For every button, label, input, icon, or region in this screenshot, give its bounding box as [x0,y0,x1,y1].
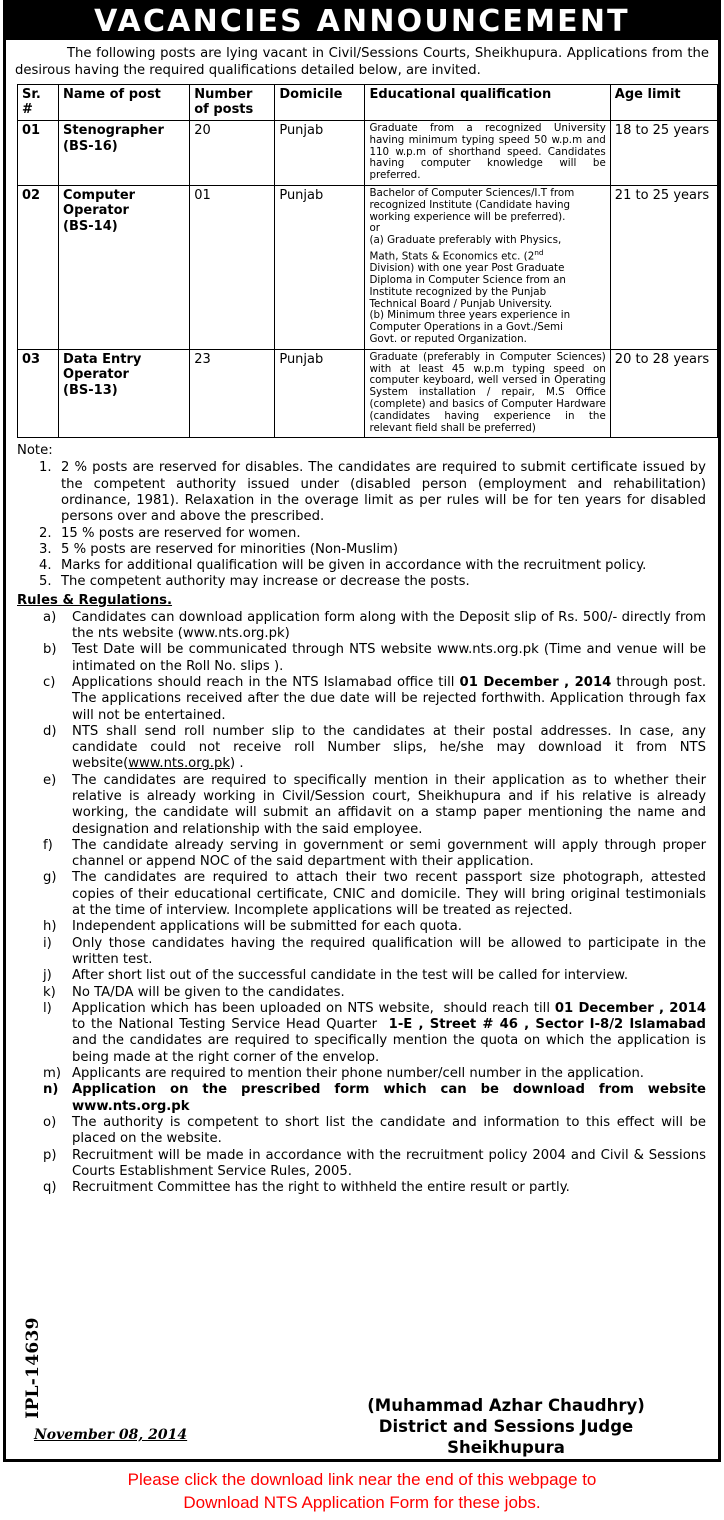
qual-line-with-ordinal: Math, Stats & Economics etc. (2nd [369,247,544,263]
note-marker: 5. [39,574,52,590]
rule-item [17,1115,708,1148]
post-name-line1: Computer [63,187,136,203]
cell-post-name [59,121,190,186]
rule-marker: i) [43,935,52,951]
notes-heading: Note: [17,443,53,459]
rule-item [17,1180,708,1196]
rule-marker: f) [43,837,53,853]
rule-marker: p) [43,1147,57,1163]
rule-item [17,610,708,643]
rule-text: Application which has been uploaded on NTS website, should reach till 01 December , 2014 to the National Testing Service Head Quarter 1-E , Street # 46 , Sector I-8/2 Islamabad and the candidates are required to specifically mention the quota on which the application is being made at the right corner of the envelop. [72,1000,706,1065]
qual-line: or [369,222,380,235]
rule-item [17,1001,708,1066]
cell-age-limit: 21 to 25 years [610,185,717,349]
note-marker: 3. [39,541,52,557]
qual-line: working experience will be preferred). [369,210,566,223]
rule-text: Application on the prescribed form which can be download from website www.nts.org.pk [72,1082,706,1114]
post-name-line1: Stenographer [63,123,164,138]
qual-line: Bachelor of Computer Sciences/I.T from [369,186,575,199]
intro-paragraph [6,40,718,82]
col-header-posts-line1: Number [194,87,253,102]
rule-marker: c) [43,674,56,690]
rule-text: The candidates are required to specifically mention in their application as to whether their relative is already working in Civil/Session court, Sheikhupura and if his relative is already working, the candidate will submit an affidavit on a stamp paper mentioning the name and designation and relationship with the said employee. [72,772,706,837]
col-header-sr [18,85,59,121]
post-name-line2: Operator [63,203,129,219]
rule-item [17,985,708,1001]
notes-section [6,438,718,609]
rule-item [17,1066,708,1082]
rule-text: Candidates can download application form along with the Deposit slip of Rs. 500/- directly from the nts website (www.nts.org.pk) [72,609,706,642]
rule-item [17,1082,708,1115]
rule-item [17,919,708,935]
reference-code: IPL-14639 [23,1317,43,1419]
cell-domicile: Punjab [275,121,365,186]
rule-marker: l) [43,1000,52,1016]
rule-text: Recruitment Committee has the right to withheld the entire result or partly. [72,1180,570,1196]
rule-text: Applicants are required to mention their phone number/cell number in the application. [72,1066,645,1082]
rule-text: The authority is competent to short list the candidate and information to this effect will be placed on the website. [72,1114,706,1147]
qual-line: Diploma in Computer Science from an [369,273,566,286]
table-row [18,349,718,438]
cell-domicile: Punjab [275,185,365,349]
col-header-name: Name of post [59,85,190,121]
rule-marker: g) [43,870,57,886]
signatory-designation: District and Sessions Judge [378,1417,634,1436]
rules-section [6,610,718,1197]
rule-marker: d) [43,723,57,739]
rule-text: Recruitment will be made in accordance with the recruitment policy 2004 and Civil & Sessions Courts Establishment Service Rules, 2005. [72,1147,706,1179]
post-name-line2: (BS-16) [63,138,118,154]
rule-item [17,642,708,675]
rule-text: Only those candidates having the required qualification will be allowed to participate in the written test. [72,935,706,967]
rule-item [17,724,708,773]
post-name-line2: Operator [63,367,129,383]
rules-heading: Rules & Regulations. [17,592,173,608]
rule-marker: o) [43,1114,57,1130]
rule-deadline-bold: 01 December , 2014 [554,1000,706,1016]
cell-qualification: Graduate (preferably in Computer Sciences) with at least 45 w.p.m typing speed on computer keyboard, well versed in Operating System installation / repair, M.S Office (complete) and basics of Computer Hardware (candidates having experience in the relevant field shall be preferred) [365,349,610,438]
cell-posts-count: 20 [190,121,275,186]
table-header-row [18,85,718,121]
rule-marker: b) [43,642,57,658]
qual-line: Technical Board / Punjab University. [369,297,553,310]
cell-qualification [365,185,610,349]
note-item [17,574,708,590]
qual-line: Computer Operations in a Govt./Semi [369,321,563,334]
cell-sr: 02 [18,185,59,349]
cell-post-name [59,349,190,438]
cell-sr: 03 [18,349,59,438]
ordinal-suffix: nd [534,247,544,257]
rule-item [17,838,708,871]
rule-text: No TA/DA will be given to the candidates. [72,984,345,1000]
rule-text: Applications should reach in the NTS Islamabad office till 01 December , 2014 through post. The applications received after the due date will be rejected forthwith. Application through fax will not be entertained. [72,674,707,723]
rule-marker: k) [43,984,56,1000]
cell-domicile: Punjab [275,349,365,438]
col-header-posts-line2: of posts [194,102,254,117]
rule-text: NTS shall send roll number slip to the candidates at their postal addresses. In case, any candidate could not receive roll Number slips, he/she may download it from NTS website(www.nts.org.pk) . [72,723,706,772]
rule-item [17,773,708,838]
note-text: 2 % posts are reserved for disables. The candidates are required to submit certificate issued by the competent authority issued under (disabled person (employment and rehabilitation) ordinance, 1981). Relaxation in the overage limit as per rules will be for ten years for disabled persons over and above the prescribed. [61,460,706,525]
note-text: Marks for additional qualification will be given in accordance with the recruitment policy. [61,558,647,574]
rule-marker: h) [43,919,57,935]
title-banner [6,3,718,40]
document-frame [3,0,721,1462]
note-text: 5 % posts are reserved for minorities (Non-Muslim) [61,541,398,557]
rule-text: The candidate already serving in government or semi government will apply through proper channel or append NOC of the said department with their application. [72,837,706,870]
rule-marker: n) [43,1082,59,1098]
page-title: VACANCIES ANNOUNCEMENT [94,3,630,39]
table-row [18,185,718,349]
cell-post-name [59,185,190,349]
qual-line: Institute recognized by the Punjab [369,285,547,298]
qual-line: (b) Minimum three years experience in [369,309,571,322]
rule-marker: m) [43,1066,61,1082]
rule-marker: e) [43,772,57,788]
qual-line: (a) Graduate preferably with Physics, [369,234,562,247]
note-marker: 4. [39,558,52,574]
post-name-line3: (BS-14) [63,218,118,234]
note-marker: 2. [39,525,52,541]
rule-address-bold: 1-E , Street # 46 , Sector I-8/2 Islamabad [388,1017,706,1033]
cell-age-limit: 20 to 28 years [610,349,717,438]
cell-sr: 01 [18,121,59,186]
rule-item [17,675,708,724]
col-header-qualification: Educational qualification [365,85,610,121]
intro-text: The following posts are lying vacant in Civil/Sessions Courts, Sheikhupura. Applications from the desirous having the required qualifications detailed below, are invited. [15,46,709,78]
vacancy-table-wrapper [6,82,718,438]
note-text: The competent authority may increase or decrease the posts. [61,574,470,590]
vacancy-table [17,84,718,438]
issue-date: November 08, 2014 [34,1427,188,1443]
rule-text: After short list out of the successful candidate in the test will be called for interview. [72,968,629,984]
rule-text: Independent applications will be submitted for each quota. [72,919,462,935]
col-header-domicile: Domicile [275,85,365,121]
col-header-posts [190,85,275,121]
note-item [17,542,708,558]
qual-line: Division) with one year Post Graduate [369,262,565,275]
signature-block [306,1395,706,1458]
note-marker: 1. [39,460,52,476]
download-note-line1: Please click the download link near the end of this webpage to [127,1470,597,1489]
post-name-line1: Data Entry [63,351,142,367]
qual-line: Govt. or reputed Organization. [369,332,527,345]
col-header-sr-line1: Sr. [22,87,41,102]
rule-marker: a) [43,609,57,625]
rule-text: The candidates are required to attach their two recent passport size photograph, attested copies of their educational certificate, CNIC and domicile. They will bring original testimonials at the time of interview. Incomplete applications will be treated as rejected. [72,870,706,919]
nts-website-link[interactable]: www.nts.org.pk [128,756,230,772]
cell-qualification: Graduate from a recognized University having minimum typing speed 50 w.p.m and 110 w.p.m of shorthand speed. Candidates having computer knowledge will be preferred. [365,121,610,186]
cell-posts-count: 23 [190,349,275,438]
rule-item [17,1148,708,1181]
note-item [17,460,708,525]
note-text: 15 % posts are reserved for women. [61,525,301,541]
qual-line: recognized Institute (Candidate having [369,198,571,211]
download-instruction-note [0,1468,724,1514]
signatory-name: (Muhammad Azhar Chaudhry) [367,1396,645,1415]
rule-deadline-bold: 01 December , 2014 [459,674,612,690]
note-item [17,558,708,574]
rule-item [17,968,708,984]
cell-age-limit: 18 to 25 years [610,121,717,186]
post-name-line3: (BS-13) [63,382,118,398]
col-header-sr-line2: # [22,102,33,117]
rule-marker: q) [43,1180,57,1196]
rule-text: Test Date will be communicated through NTS website www.nts.org.pk (Time and venue will be intimated on the Roll No. slips ). [72,642,706,674]
rule-item [17,936,708,969]
col-header-age: Age limit [610,85,717,121]
rule-marker: j) [43,968,52,984]
table-row [18,121,718,186]
note-item [17,526,708,542]
rule-item [17,870,708,919]
download-note-line2: Download NTS Application Form for these jobs. [183,1493,541,1512]
cell-posts-count: 01 [190,185,275,349]
signatory-location: Sheikhupura [447,1438,565,1457]
